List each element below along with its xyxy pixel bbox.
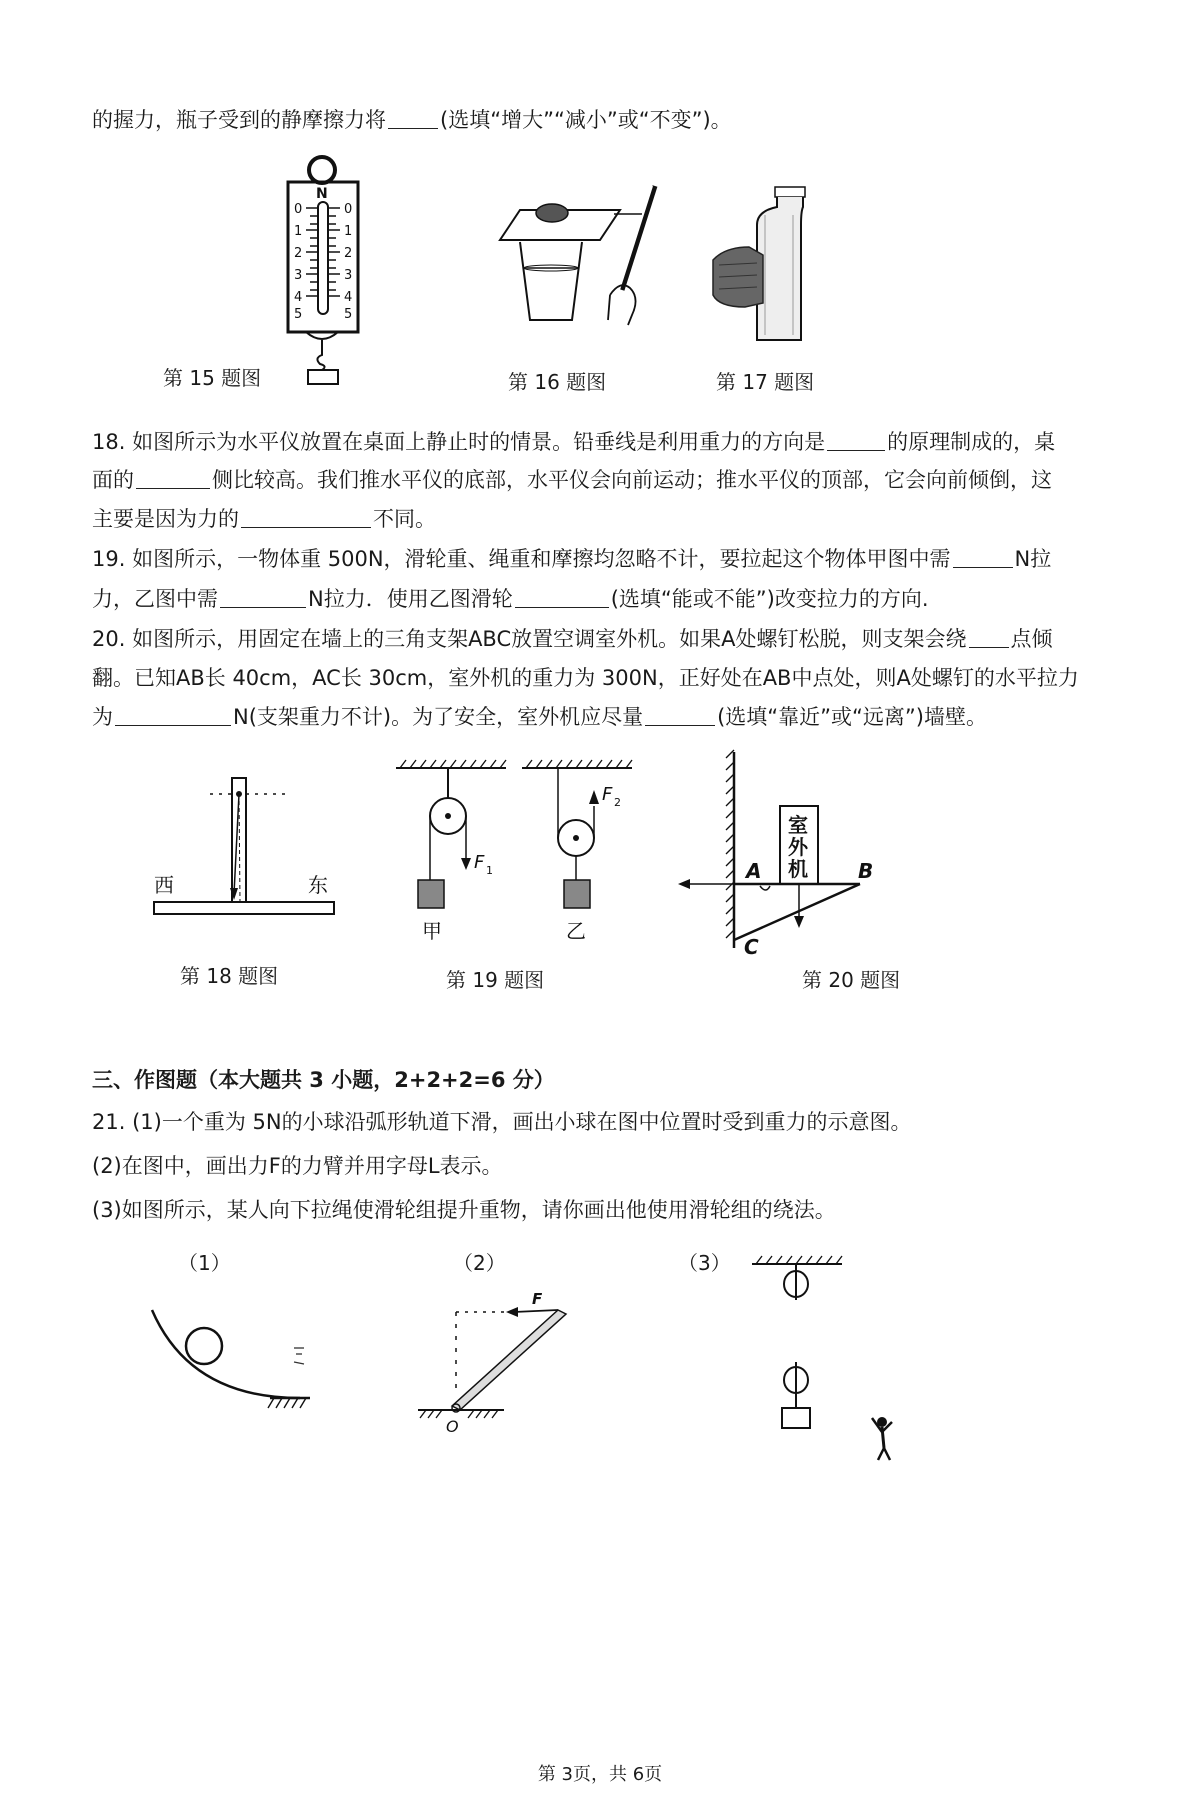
pivot-o-label: O <box>446 1417 459 1436</box>
q19-line2: 力，乙图中需 N拉力．使用乙图滑轮 (选填“能或不能”)改变拉力的方向. <box>92 587 929 611</box>
scale-num-left: 3 <box>294 268 303 283</box>
answer-blank[interactable] <box>969 627 1009 648</box>
caption-fig18: 第 18 题图 <box>180 964 279 988</box>
unit-char: 室 <box>788 813 808 837</box>
answer-blank[interactable] <box>136 468 210 489</box>
page-footer: 第 3页，共 6页 <box>537 1764 663 1785</box>
inertia-cup-figure <box>490 180 680 330</box>
level-figure <box>150 770 340 920</box>
pulley-figure <box>390 758 650 948</box>
scale-ticks-right <box>328 208 340 296</box>
answer-blank[interactable] <box>827 430 885 451</box>
q20-line2: 翻。已知AB长 40cm，AC长 30cm，室外机的重力为 300N，正好处在AB中点处，则A处螺钉的水平拉力 <box>92 666 1079 690</box>
force-f2-sub: 2 <box>614 796 621 809</box>
scale-num-right: 3 <box>344 268 353 283</box>
q21-part2: (2)在图中，画出力F的力臂并用字母L表示。 <box>92 1154 503 1178</box>
label-jia: 甲 <box>422 919 442 943</box>
answer-blank[interactable] <box>241 507 371 528</box>
direction-west: 西 <box>154 873 174 897</box>
label-c: C <box>744 935 759 959</box>
scale-num-right: 1 <box>344 224 353 239</box>
label-b: B <box>858 859 874 883</box>
q17-tail-line: 的握力，瓶子受到的静摩擦力将 (选填“增大”“减小”或“不变”)。 <box>92 108 732 132</box>
scale-num-left: 5 <box>294 307 303 322</box>
scale-num-right: 2 <box>344 246 353 261</box>
fig21-3-label: （3） <box>678 1251 731 1275</box>
scale-num-left: 4 <box>294 290 303 305</box>
force-f2: F <box>602 784 613 805</box>
answer-blank[interactable] <box>115 705 231 726</box>
answer-blank[interactable] <box>645 705 715 726</box>
scale-num-right: 5 <box>344 307 353 322</box>
bracket-figure <box>670 748 890 958</box>
answer-blank[interactable] <box>220 587 306 608</box>
spring-scale-figure <box>270 150 390 390</box>
force-f-label: F <box>532 1290 543 1308</box>
force-f1-sub: 1 <box>486 864 493 877</box>
q18-line1: 18. 如图所示为水平仪放置在桌面上静止时的情景。铅垂线是利用重力的方向是 的原理制成的，桌 <box>92 430 1056 454</box>
q21-part1: 21. (1)一个重为 5N的小球沿弧形轨道下滑，画出小球在图中位置时受到重力的示意图。 <box>92 1110 912 1134</box>
caption-fig20: 第 20 题图 <box>802 968 901 992</box>
q20-line1: 20. 如图所示，用固定在墙上的三角支架ABC放置空调室外机。如果A处螺钉松脱，则支架会绕 点倾 <box>92 627 1053 651</box>
caption-fig15: 第 15 题图 <box>163 366 262 390</box>
answer-blank[interactable] <box>953 547 1013 568</box>
direction-east: 东 <box>308 873 328 897</box>
scale-num-right: 4 <box>344 290 353 305</box>
scale-num-left: 0 <box>294 202 303 217</box>
scale-num-left: 1 <box>294 224 303 239</box>
caption-fig19: 第 19 题图 <box>446 968 545 992</box>
scale-num-right: 0 <box>344 202 353 217</box>
unit-char: 机 <box>788 857 808 881</box>
q20-line3: 为 N(支架重力不计)。为了安全，室外机应尽量 (选填“靠近”或“远离”)墙壁。 <box>92 705 987 729</box>
scale-ticks-left <box>306 208 318 296</box>
answer-blank[interactable] <box>515 587 609 608</box>
curved-track-figure <box>150 1300 350 1420</box>
fig21-2-label: （2） <box>453 1251 506 1275</box>
lever-figure <box>408 1290 598 1440</box>
q18-line2: 面的 侧比较高。我们推水平仪的底部，水平仪会向前运动；推水平仪的顶部，它会向前倾倒，这 <box>92 468 1052 492</box>
q21-part3: (3)如图所示，某人向下拉绳使滑轮组提升重物，请你画出他使用滑轮组的绕法。 <box>92 1198 836 1222</box>
scale-unit: N <box>316 186 328 202</box>
answer-blank[interactable] <box>388 108 438 129</box>
bottle-grip-figure <box>705 185 815 345</box>
force-f1: F <box>474 852 485 873</box>
label-yi: 乙 <box>566 919 586 943</box>
unit-char: 外 <box>788 835 808 859</box>
caption-fig16: 第 16 题图 <box>508 370 607 394</box>
section3-heading: 三、作图题（本大题共 3 小题，2+2+2=6 分） <box>92 1068 555 1092</box>
q18-line3: 主要是因为力的 不同。 <box>92 507 436 531</box>
label-a: A <box>746 859 762 883</box>
caption-fig17: 第 17 题图 <box>716 370 815 394</box>
fig21-1-label: （1） <box>178 1251 231 1275</box>
scale-numbers <box>294 202 352 322</box>
pulley-block-figure <box>740 1250 920 1470</box>
q19-line1: 19. 如图所示，一物体重 500N，滑轮重、绳重和摩擦均忽略不计，要拉起这个物体甲图中需 N拉 <box>92 547 1052 571</box>
scale-num-left: 2 <box>294 246 303 261</box>
